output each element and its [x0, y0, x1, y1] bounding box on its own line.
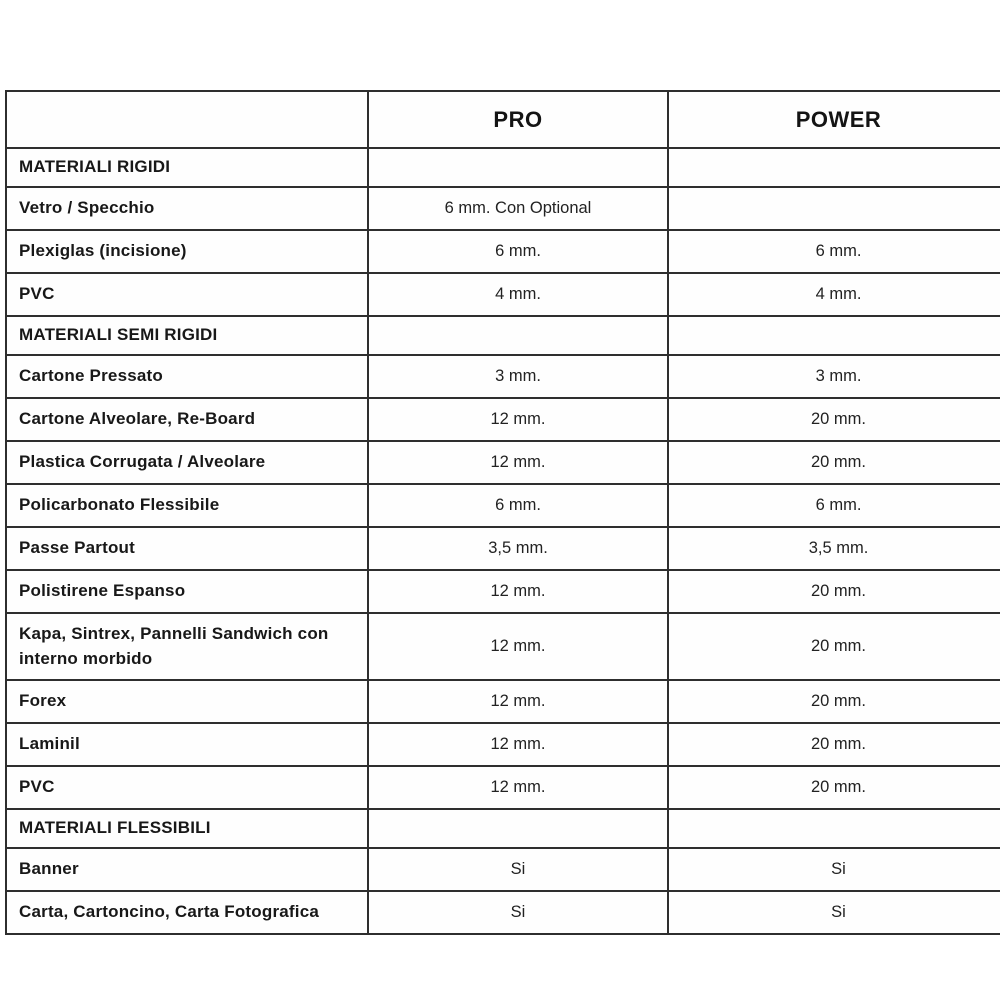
- cell-power: 6 mm.: [669, 231, 1000, 272]
- cell-power: 4 mm.: [669, 274, 1000, 315]
- cell-power: [669, 317, 1000, 354]
- table-row-policarbonato: [7, 485, 1000, 528]
- cell-pro: 12 mm.: [369, 442, 669, 483]
- row-label: Cartone Alveolare, Re-Board: [7, 399, 369, 440]
- cell-pro: 12 mm.: [369, 681, 669, 722]
- cell-pro: 6 mm. Con Optional: [369, 188, 669, 229]
- cell-power: 6 mm.: [669, 485, 1000, 526]
- row-label: Laminil: [7, 724, 369, 765]
- cell-power: 3,5 mm.: [669, 528, 1000, 569]
- cell-power: Si: [669, 849, 1000, 890]
- cell-pro: Si: [369, 849, 669, 890]
- table-row-plexiglas: [7, 231, 1000, 274]
- table-row-cartone-pressato: [7, 356, 1000, 399]
- row-label: Plexiglas (incisione): [7, 231, 369, 272]
- cell-pro: 4 mm.: [369, 274, 669, 315]
- cell-power: 20 mm.: [669, 442, 1000, 483]
- table-row-laminil: [7, 724, 1000, 767]
- cell-pro: [369, 810, 669, 847]
- table-header-row: [7, 92, 1000, 149]
- row-label: Kapa, Sintrex, Pannelli Sandwich con interno morbido: [7, 614, 369, 679]
- table-row-kapa-sintrex: [7, 614, 1000, 681]
- row-label: PVC: [7, 274, 369, 315]
- cell-power: 20 mm.: [669, 681, 1000, 722]
- table-row-pvc-semirigido: [7, 767, 1000, 810]
- cell-power: 20 mm.: [669, 767, 1000, 808]
- cell-power: Si: [669, 892, 1000, 933]
- cell-pro: 12 mm.: [369, 571, 669, 612]
- cell-power: [669, 188, 1000, 229]
- table-row-banner: [7, 849, 1000, 892]
- cell-power: 3 mm.: [669, 356, 1000, 397]
- materials-comparison-table: [5, 90, 1000, 935]
- cell-pro: Si: [369, 892, 669, 933]
- cell-power: 20 mm.: [669, 614, 1000, 679]
- scanned-page: [5, 90, 1000, 935]
- row-label: Banner: [7, 849, 369, 890]
- row-label: Forex: [7, 681, 369, 722]
- row-label: Passe Partout: [7, 528, 369, 569]
- table-row-polistirene: [7, 571, 1000, 614]
- cell-pro: 3,5 mm.: [369, 528, 669, 569]
- cell-pro: 12 mm.: [369, 614, 669, 679]
- table-row-vetro-specchio: [7, 188, 1000, 231]
- cell-power: [669, 810, 1000, 847]
- section-label: MATERIALI SEMI RIGIDI: [7, 317, 369, 354]
- table-row-plastica-corrugata: [7, 442, 1000, 485]
- cell-pro: [369, 149, 669, 186]
- cell-power: 20 mm.: [669, 399, 1000, 440]
- table-row-cartone-alveolare: [7, 399, 1000, 442]
- section-label: MATERIALI RIGIDI: [7, 149, 369, 186]
- cell-pro: 12 mm.: [369, 399, 669, 440]
- cell-power: 20 mm.: [669, 724, 1000, 765]
- cell-pro: 12 mm.: [369, 767, 669, 808]
- cell-pro: 3 mm.: [369, 356, 669, 397]
- cell-pro: 6 mm.: [369, 485, 669, 526]
- cell-pro: 6 mm.: [369, 231, 669, 272]
- table-row-forex: [7, 681, 1000, 724]
- header-cell-power: POWER: [669, 92, 1000, 147]
- row-label: Plastica Corrugata / Alveolare: [7, 442, 369, 483]
- row-label: Carta, Cartoncino, Carta Fotografica: [7, 892, 369, 933]
- row-label: PVC: [7, 767, 369, 808]
- row-label: Polistirene Espanso: [7, 571, 369, 612]
- table-row-pvc-rigido: [7, 274, 1000, 317]
- section-row-materiali-rigidi: [7, 149, 1000, 188]
- row-label: Cartone Pressato: [7, 356, 369, 397]
- row-label: Vetro / Specchio: [7, 188, 369, 229]
- section-label: MATERIALI FLESSIBILI: [7, 810, 369, 847]
- cell-pro: 12 mm.: [369, 724, 669, 765]
- header-cell-materials: [7, 92, 369, 147]
- cell-power: [669, 149, 1000, 186]
- table-row-passe-partout: [7, 528, 1000, 571]
- cell-power: 20 mm.: [669, 571, 1000, 612]
- table-row-carta-cartoncino: [7, 892, 1000, 935]
- header-cell-pro: PRO: [369, 92, 669, 147]
- section-row-materiali-flessibili: [7, 810, 1000, 849]
- row-label: Policarbonato Flessibile: [7, 485, 369, 526]
- section-row-materiali-semi-rigidi: [7, 317, 1000, 356]
- cell-pro: [369, 317, 669, 354]
